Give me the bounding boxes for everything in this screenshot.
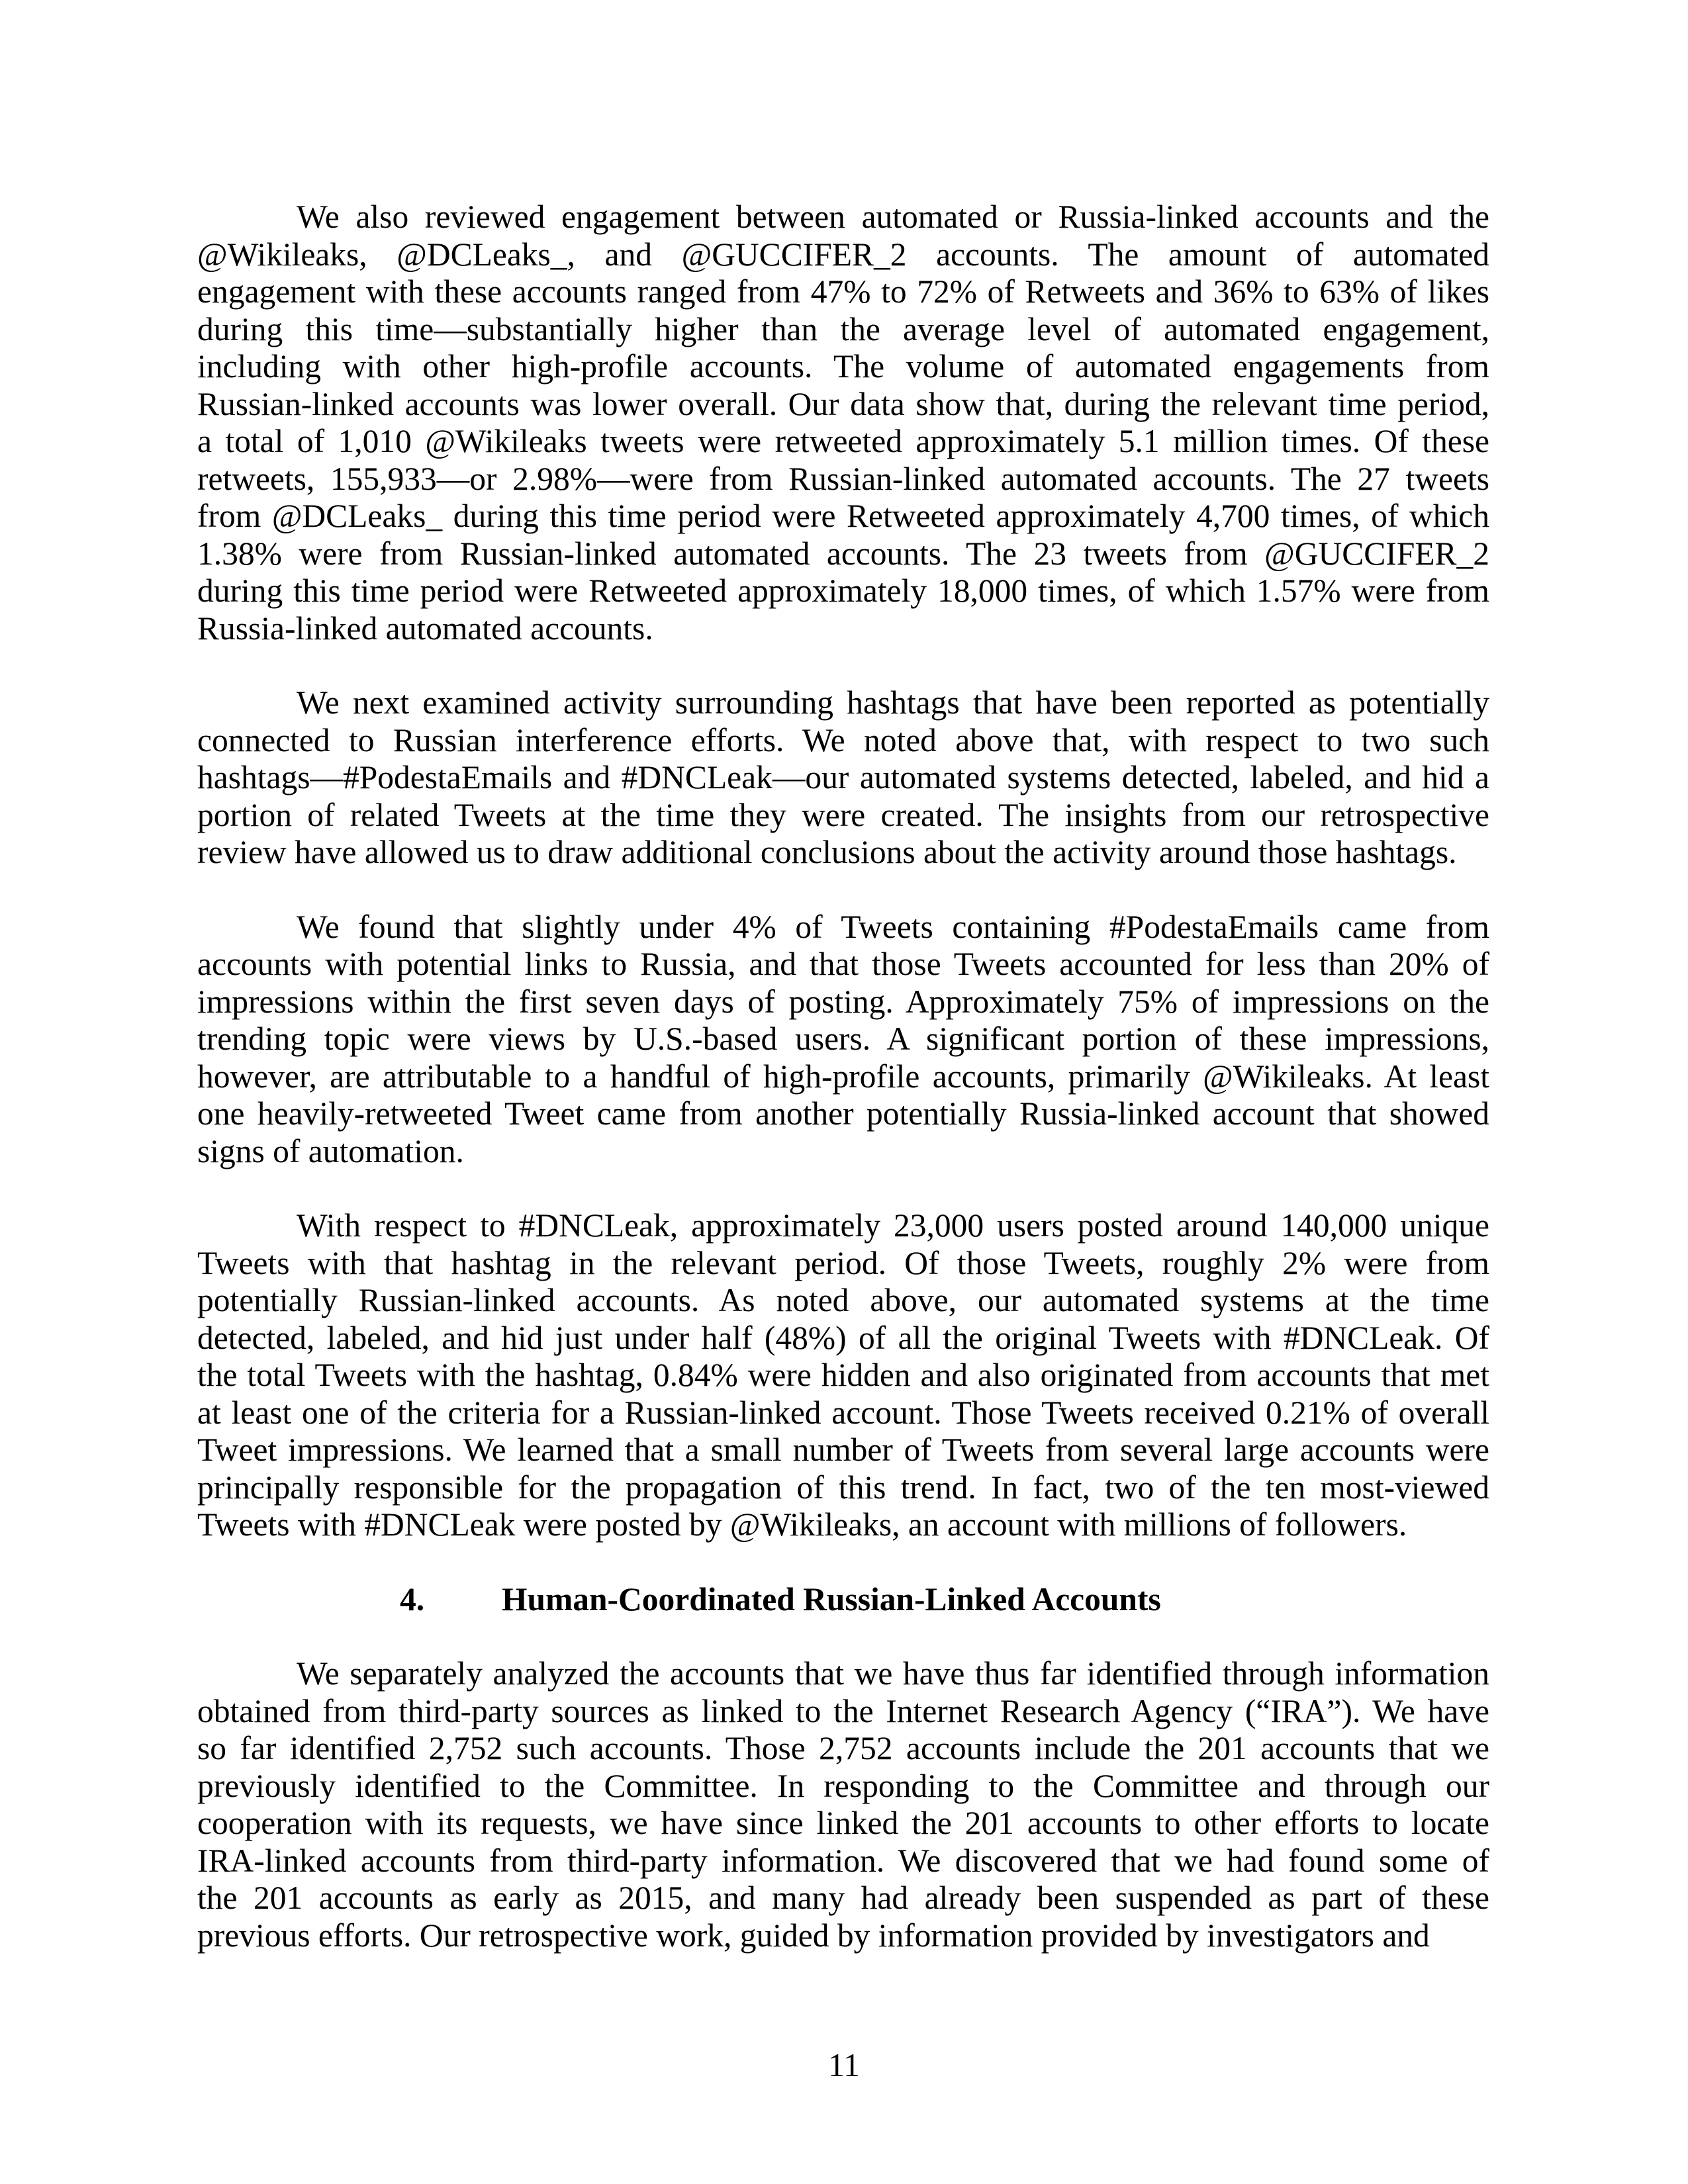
body-line: retweets, 155,933—or 2.98%—were from Russian-linked automated accounts. The 27 tweets — [197, 460, 1489, 497]
body-line: previous efforts. Our retrospective work, guided by information provided by investigators and — [197, 1917, 1430, 1954]
paragraph — [197, 1655, 1489, 1954]
body-line: 1.38% were from Russian-linked automated accounts. The 23 tweets from @GUCCIFER_2 — [197, 535, 1489, 572]
page-number: 11 — [828, 2047, 860, 2083]
body-line: cooperation with its requests, we have since linked the 201 accounts to other efforts to locate — [197, 1805, 1489, 1841]
body-line: trending topic were views by U.S.-based users. A significant portion of these impressions, — [197, 1021, 1489, 1057]
body-line: We next examined activity surrounding hashtags that have been reported as potentially — [297, 684, 1489, 721]
body-line: connected to Russian interference efforts. We noted above that, with respect to two such — [197, 721, 1489, 758]
body-line: Tweets with #DNCLeak were posted by @Wikileaks, an account with millions of followers. — [197, 1506, 1407, 1543]
body-line: from @DCLeaks_ during this time period were Retweeted approximately 4,700 times, of which — [197, 498, 1489, 534]
body-line: portion of related Tweets at the time they were created. The insights from our retrospective — [197, 796, 1489, 833]
paragraph — [197, 199, 1489, 647]
body-line: We separately analyzed the accounts that we have thus far identified through information — [297, 1655, 1489, 1692]
body-line: engagement with these accounts ranged from 47% to 72% of Retweets and 36% to 63% of likes — [197, 273, 1489, 310]
paragraph — [197, 909, 1489, 1171]
body-line: impressions within the first seven days of posting. Approximately 75% of impressions on the — [197, 983, 1489, 1020]
body-line: @Wikileaks, @DCLeaks_, and @GUCCIFER_2 accounts. The amount of automated — [197, 236, 1489, 273]
body-line: a total of 1,010 @Wikileaks tweets were retweeted approximately 5.1 million times. Of these — [197, 423, 1489, 459]
section-number: 4. — [400, 1580, 425, 1617]
body-line: hashtags—#PodestaEmails and #DNCLeak—our automated systems detected, labeled, and hid a — [197, 759, 1489, 796]
body-line: during this time period were Retweeted approximately 18,000 times, of which 1.57% were from — [197, 572, 1489, 609]
body-line: IRA-linked accounts from third-party information. We discovered that we had found some of — [197, 1842, 1489, 1879]
section-title: Human-Coordinated Russian-Linked Accounts — [502, 1580, 1161, 1617]
body-line: We also reviewed engagement between automated or Russia-linked accounts and the — [297, 199, 1489, 235]
body-line: one heavily-retweeted Tweet came from another potentially Russia-linked account that showed — [197, 1095, 1489, 1132]
body-line: principally responsible for the propagation of this trend. In fact, two of the ten most-viewed — [197, 1469, 1489, 1506]
section-heading — [197, 1581, 1489, 1619]
body-line: at least one of the criteria for a Russian-linked account. Those Tweets received 0.21% of overall — [197, 1394, 1489, 1431]
paragraph — [197, 1207, 1489, 1544]
body-line: including with other high-profile accounts. The volume of automated engagements from — [197, 348, 1489, 385]
paragraph — [197, 684, 1489, 872]
document-body — [197, 199, 1489, 1991]
body-line: Russian-linked accounts was lower overall. Our data show that, during the relevant time period, — [197, 385, 1489, 422]
body-line: the total Tweets with the hashtag, 0.84% were hidden and also originated from accounts that met — [197, 1357, 1489, 1393]
body-line: detected, labeled, and hid just under half (48%) of all the original Tweets with #DNCLeak. Of — [197, 1319, 1489, 1356]
body-line: review have allowed us to draw additional conclusions about the activity around those hashtags. — [197, 834, 1457, 870]
body-line: Tweets with that hashtag in the relevant period. Of those Tweets, roughly 2% were from — [197, 1244, 1489, 1281]
body-line: signs of automation. — [197, 1132, 464, 1169]
body-line: Tweet impressions. We learned that a small number of Tweets from several large accounts were — [197, 1432, 1489, 1468]
body-line: previously identified to the Committee. In responding to the Committee and through our — [197, 1767, 1489, 1804]
body-line: during this time—substantially higher than the average level of automated engagement, — [197, 310, 1489, 347]
body-line: With respect to #DNCLeak, approximately 23,000 users posted around 140,000 unique — [297, 1207, 1489, 1244]
body-line: the 201 accounts as early as 2015, and many had already been suspended as part of these — [197, 1880, 1489, 1916]
body-line: however, are attributable to a handful of high-profile accounts, primarily @Wikileaks. At least — [197, 1058, 1489, 1095]
body-line: accounts with potential links to Russia, and that those Tweets accounted for less than 20% of — [197, 946, 1489, 982]
body-line: obtained from third-party sources as linked to the Internet Research Agency (“IRA”). We have — [197, 1692, 1489, 1729]
body-line: Russia-linked automated accounts. — [197, 610, 653, 647]
body-line: We found that slightly under 4% of Tweets containing #PodestaEmails came from — [297, 908, 1489, 945]
body-line: so far identified 2,752 such accounts. Those 2,752 accounts include the 201 accounts that we — [197, 1730, 1489, 1766]
body-line: potentially Russian-linked accounts. As noted above, our automated systems at the time — [197, 1282, 1489, 1318]
